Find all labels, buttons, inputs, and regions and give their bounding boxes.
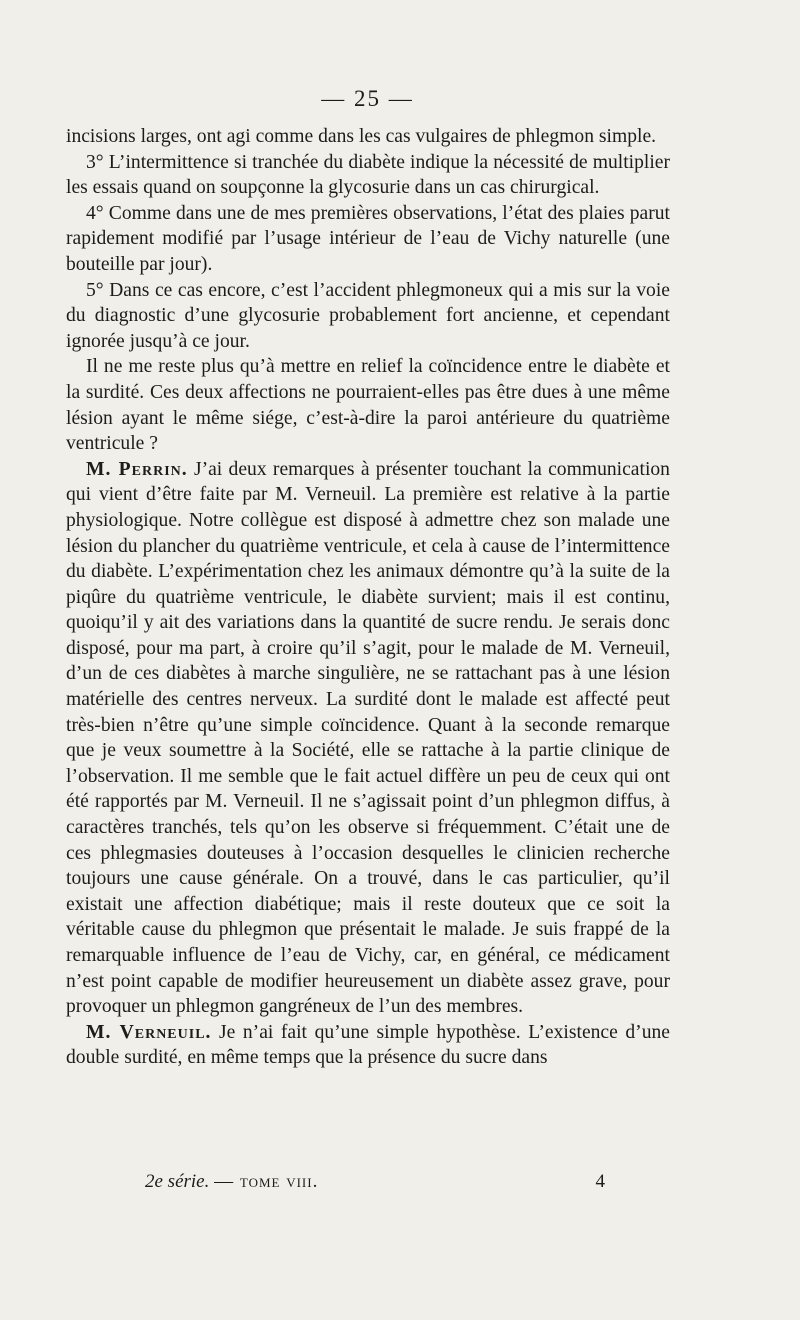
page-number: — 25 — bbox=[321, 86, 414, 111]
body-text bbox=[66, 124, 670, 1071]
paragraph-point-3: 3° L’intermittence si tranchée du diabète indique la nécessité de multiplier les essais quand on soupçonne la glycosurie dans un cas chirurgical. bbox=[66, 151, 670, 199]
paragraph-perrin bbox=[66, 457, 670, 1020]
footer-volume bbox=[145, 1171, 318, 1193]
paragraph-verneuil bbox=[66, 1020, 670, 1071]
paragraph-point-5: 5° Dans ce cas encore, c’est l’accident phlegmoneux qui a mis sur la voie du diagnostic d’une glycosurie probablement fort ancienne, et cependant ignorée jusqu’à ce jour. bbox=[66, 279, 670, 352]
verneuil-text: Je n’ai fait qu’une simple hypothèse. L’existence d’une double surdité, en même temps que la présence du sucre dans bbox=[66, 1021, 670, 1069]
footer-tome: — tome viii. bbox=[214, 1171, 319, 1192]
speaker-perrin: M. Perrin. bbox=[86, 458, 188, 480]
paragraph-continuation: incisions larges, ont agi comme dans les cas vulgaires de phlegmon simple. bbox=[66, 126, 657, 147]
page-footer bbox=[145, 1171, 605, 1193]
footer-series: 2e série. bbox=[145, 1171, 210, 1192]
speaker-verneuil: M. Verneuil. bbox=[86, 1021, 212, 1043]
footer-signature: 4 bbox=[595, 1171, 605, 1192]
paragraph-conclusion: Il ne me reste plus qu’à mettre en relief la coïncidence entre le diabète et la surdité. Ces deux affections ne pourraient-elles pas être dues à une même lésion ayant le même siége, c’est-à-dire la paroi antérieure du quatrième ventricule ? bbox=[66, 356, 670, 455]
perrin-text: J’ai deux remarques à présenter touchant la communication qui vient d’être faite par M. Verneuil. La première est relative à la partie physiologique. Notre collègue est disposé à admettre chez son malade une lésion du plancher du quatrième ventricule, et cela à cause de l’intermittence du diabète. L’expérimentation chez les animaux démontre qu’à la suite de la piqûre du quatrième ventricule, le diabète survient; mais il est continu, quoiqu’il y ait des variations dans la quantité de sucre rendu. Je serais donc disposé, pour ma part, à croire qu’il s’agit, pour le malade de M. Verneuil, d’un de ces diabètes à marche singulière, ne se rattachant pas à une lésion matérielle des centres nerveux. La surdité dont le malade est affecté peut très-bien n’être qu’une simple coïncidence. Quant à la seconde remarque que je veux soumettre à la Société, elle se rattache à la partie clinique de l’observation. Il me semble que le fait actuel diffère un peu de ceux qui ont été rapportés par M. Verneuil. Il ne s’agissait point d’un phlegmon diffus, à caractères tranchés, tels qu’on les observe si fréquemment. C’était une de ces phlegmasies douteuses à l’occasion desquelles le clinicien recherche toujours une cause générale. On a trouvé, dans le cas particulier, qu’il existait une affection diabétique; mais il reste douteux que ce soit la véritable cause du phlegmon que présentait le malade. Je suis frappé de la remarquable influence de l’eau de Vichy, car, en général, ce médicament n’est point capable de modifier heureusement un diabète assez grave, pour provoquer un phlegmon gangréneux de l’un des membres. bbox=[66, 458, 670, 1018]
paragraph-point-4: 4° Comme dans une de mes premières observations, l’état des plaies parut rapidement modifié par l’usage intérieur de l’eau de Vichy naturelle (une bouteille par jour). bbox=[66, 202, 670, 275]
